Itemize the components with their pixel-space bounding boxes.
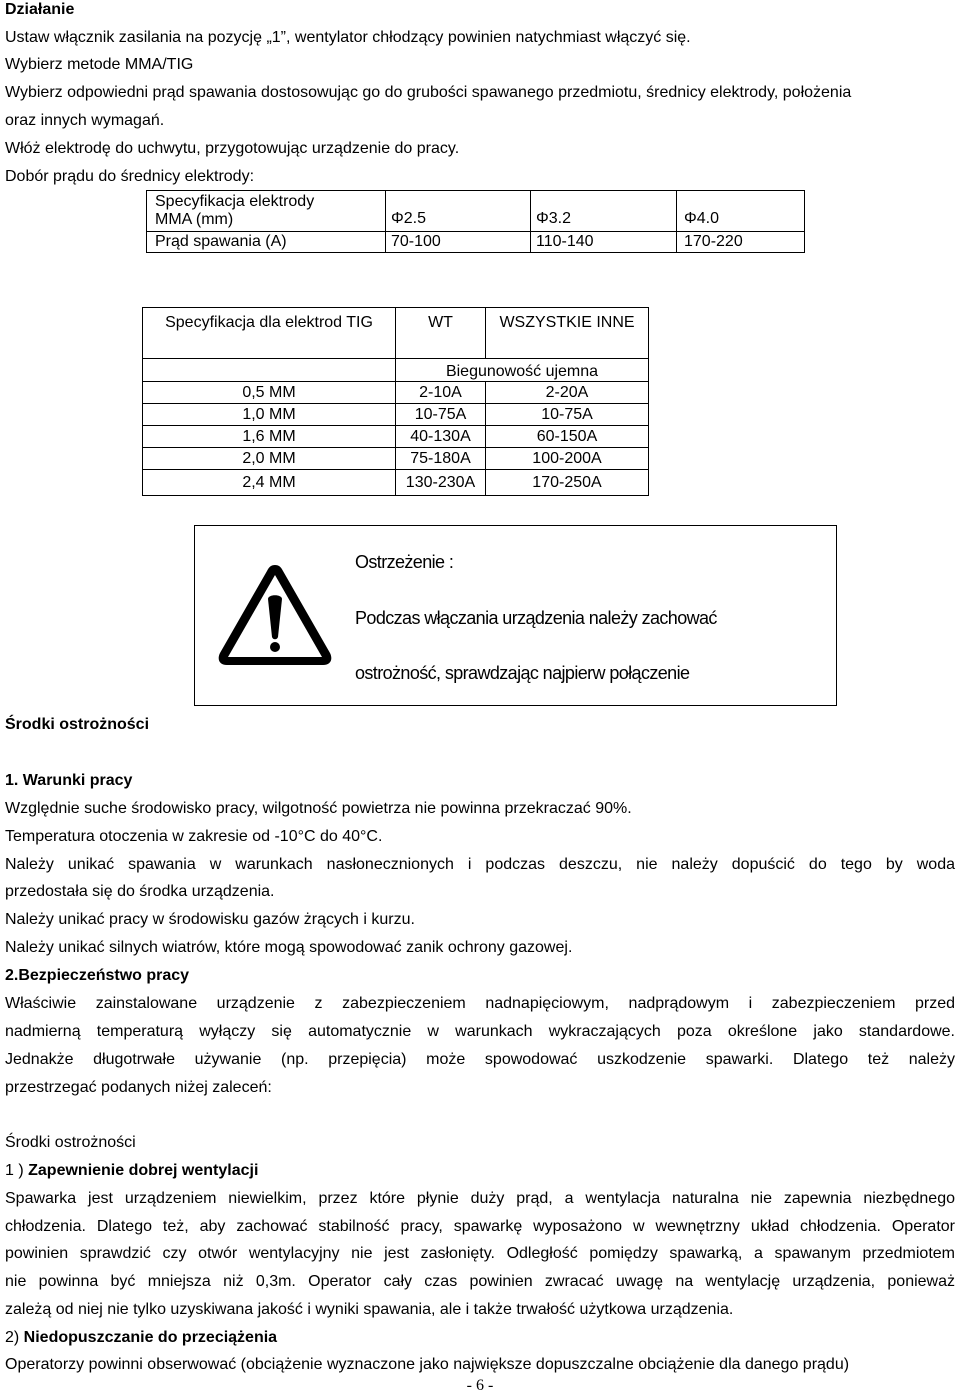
subsection-title: 1. Warunki pracy: [5, 772, 133, 789]
paragraph-line: chłodzenia. Dlatego też, aby zachować stabilność pracy, spawarkę wyposażono w wewnętrzny układ chłodzenia. Operator: [5, 1218, 955, 1235]
table-cell: Φ3.2: [531, 191, 677, 232]
paragraph-line: zależą od niej nie tylko uzyskiwana jakość i wyniki spawania, ale i także trwałość użytkowa urządzenia.: [5, 1301, 734, 1318]
polarity-cell: Biegunowość ujemna: [396, 359, 649, 382]
list-item-heading: [5, 1328, 277, 1348]
list-item-heading: [5, 1161, 258, 1181]
mma-current-table: [146, 190, 805, 253]
table-cell-text: Specyfikacja elektrody: [155, 193, 315, 210]
paragraph-line: oraz innych wymagań.: [5, 112, 165, 129]
paragraph-line: Należy unikać pracy w środowisku gazów żrących i kurzu.: [5, 911, 415, 928]
table-cell: 2,4 MM: [143, 470, 396, 496]
warning-line: ostrożność, sprawdzając najpierw połączenie: [355, 663, 690, 683]
table-cell: 10-75A: [396, 404, 486, 426]
table-cell: 2-10A: [396, 382, 486, 404]
table-cell: 40-130A: [396, 426, 486, 448]
paragraph-line: Temperatura otoczenia w zakresie od -10°C do 40°C.: [5, 828, 383, 845]
table-cell: 2-20A: [486, 382, 649, 404]
paragraph-line: Wybierz metode MMA/TIG: [5, 56, 194, 73]
table-cell: 110-140: [531, 232, 677, 253]
table-cell: 130-230A: [396, 470, 486, 496]
mma-spec-header: [147, 191, 386, 232]
warning-box: [194, 525, 837, 706]
paragraph-line: przestrzegać podanych niżej zaleceń:: [5, 1079, 272, 1096]
table-cell: Φ4.0: [677, 191, 805, 232]
paragraph-line: Ustaw włącznik zasilania na pozycję „1”, wentylator chłodzący powinien natychmiast włączyć się.: [5, 29, 691, 46]
table-cell: Φ2.5: [386, 191, 531, 232]
list-item-title: Zapewnienie dobrej wentylacji: [28, 1162, 259, 1179]
subsection-title: Środki ostrożności: [5, 1134, 136, 1151]
paragraph-line: Względnie suche środowisko pracy, wilgotność powietrza nie powinna przekraczać 90%.: [5, 800, 632, 817]
table-cell: 100-200A: [486, 448, 649, 470]
warning-triangle-icon: [215, 561, 335, 671]
table-cell: 1,0 MM: [143, 404, 396, 426]
paragraph-line: Jednakże długotrwałe używanie (np. przepięcia) może spowodować uszkodzenie spawarki. Dlatego też należy: [5, 1051, 955, 1068]
table-cell: 0,5 MM: [143, 382, 396, 404]
paragraph-line: Operatorzy powinni obserwować (obciążenie wyznaczone jako największe dopuszczalne obciążenie dla danego prądu): [5, 1356, 850, 1373]
paragraph-line: Spawarka jest urządzeniem niewielkim, przez które płynie duży prąd, a wentylacja naturalna nie zapewnia niezbędnego: [5, 1190, 955, 1207]
subsection-title: 2.Bezpieczeństwo pracy: [5, 967, 190, 984]
table-cell: WSZYSTKIE INNE: [486, 308, 649, 359]
list-number: 2): [5, 1329, 24, 1346]
paragraph-line: Wybierz odpowiedni prąd spawania dostosowując go do grubości spawanego przedmiotu, średnicy elektrody, położenia: [5, 84, 852, 101]
paragraph-line: nadmierną temperaturą wyłączy się automatycznie w warunkach wykraczających poza określone jako standardowe.: [5, 1023, 955, 1040]
section-title-srodki: Środki ostrożności: [5, 716, 150, 733]
paragraph-line: Dobór prądu do średnicy elektrody:: [5, 168, 255, 185]
section-title-dzialanie: Działanie: [5, 1, 75, 18]
table-cell: 2,0 MM: [143, 448, 396, 470]
paragraph-line: nie powinna być mniejsza niż 0,3m. Operator cały czas powinien zwracać uwagę na wentylację urządzenia, ponieważ: [5, 1273, 955, 1290]
table-cell: Specyfikacja dla elektrod TIG: [143, 308, 396, 359]
paragraph-line: Właściwie zainstalowane urządzenie z zabezpieczeniem nadnapięciowym, nadprądowym i zabezpieczeniem przed: [5, 995, 955, 1012]
table-cell: 70-100: [386, 232, 531, 253]
paragraph-line: powinien sprawdzić czy otwór wentylacyjny nie jest zasłonięty. Odległość pomiędzy spawarką, a spawanym przedmiotem: [5, 1245, 955, 1262]
page-number: - 6 -: [466, 1377, 494, 1394]
table-cell: 170-220: [677, 232, 805, 253]
list-item-title: Niedopuszczanie do przeciążenia: [23, 1329, 278, 1346]
table-cell: 75-180A: [396, 448, 486, 470]
table-cell: 60-150A: [486, 426, 649, 448]
paragraph-line: Należy unikać spawania w warunkach nasłonecznionych i podczas deszczu, nie należy dopuścić do tego by woda: [5, 856, 955, 873]
paragraph-line: Włóż elektrodę do uchwytu, przygotowując urządzenie do pracy.: [5, 140, 460, 157]
paragraph-line: przedostała się do środka urządzenia.: [5, 883, 275, 900]
tig-current-table: [142, 307, 649, 496]
table-cell: WT: [396, 308, 486, 359]
table-cell: [143, 359, 396, 382]
list-number: 1 ): [5, 1162, 29, 1179]
table-cell: 170-250A: [486, 470, 649, 496]
warning-title: Ostrzeżenie :: [355, 552, 454, 572]
table-cell: 1,6 MM: [143, 426, 396, 448]
warning-line: Podczas włączania urządzenia należy zachować: [355, 608, 717, 628]
table-cell-text: MMA (mm): [155, 211, 234, 228]
table-cell: 10-75A: [486, 404, 649, 426]
paragraph-line: Należy unikać silnych wiatrów, które mogą spowodować zanik ochrony gazowej.: [5, 939, 573, 956]
table-cell: Prąd spawania (A): [147, 232, 386, 253]
